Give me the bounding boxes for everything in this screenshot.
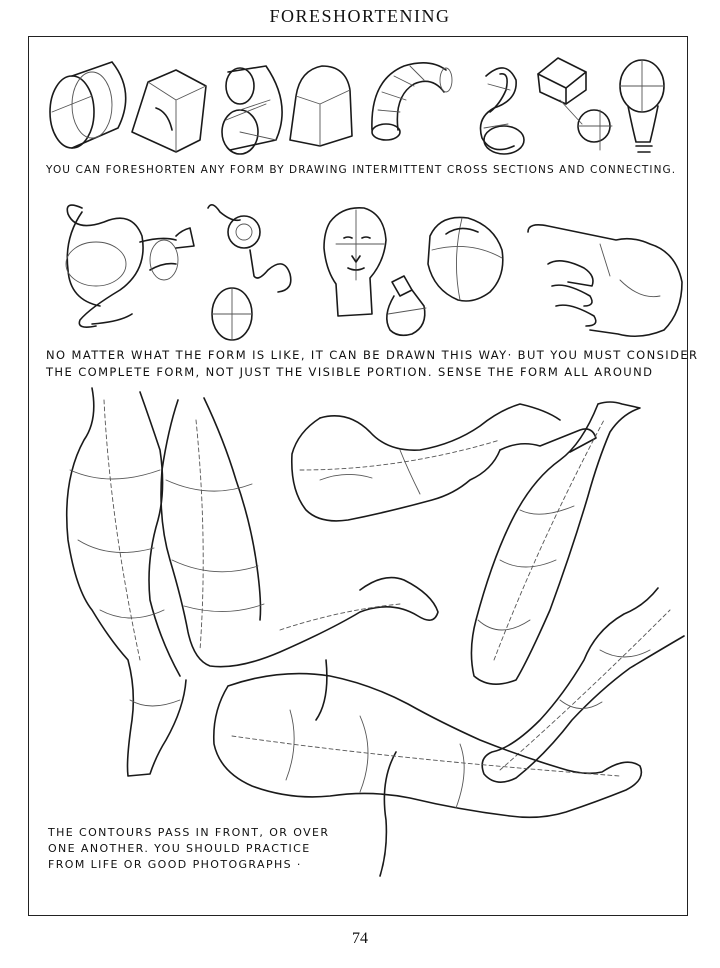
wedge-block-sketch xyxy=(290,66,352,146)
caption-bottom-line-2: ONE ANOTHER. YOU SHOULD PRACTICE xyxy=(48,842,311,855)
molding-block-sketch xyxy=(132,70,206,152)
head-sketch xyxy=(324,208,386,316)
page-title: FORESHORTENING xyxy=(269,6,451,26)
caption-top: YOU CAN FORESHORTEN ANY FORM BY DRAWING INTERMITTENT CROSS SECTIONS AND CONNECTING. xyxy=(46,164,677,176)
lantern-sketch xyxy=(538,58,612,150)
page-number: 74 xyxy=(352,930,368,947)
tilted-head-sketch xyxy=(428,217,503,301)
rattle-form-sketch xyxy=(208,205,291,340)
flask-sketch xyxy=(387,276,426,335)
hand-sketch xyxy=(528,225,682,336)
barrel-sketch xyxy=(222,66,282,154)
caption-middle-line-2: THE COMPLETE FORM, NOT JUST THE VISIBLE PORTION. SENSE THE FORM ALL AROUND xyxy=(46,365,654,379)
cylinder-sketch xyxy=(50,62,126,148)
forearm-sketch xyxy=(471,402,640,684)
caption-bottom-line-1: THE CONTOURS PASS IN FRONT, OR OVER xyxy=(48,826,330,839)
caption-bottom-line-3: FROM LIFE OR GOOD PHOTOGRAPHS · xyxy=(48,858,302,871)
lightbulb-sketch xyxy=(620,60,664,152)
twisted-tube-sketch xyxy=(481,68,525,154)
caption-middle-line-1: NO MATTER WHAT THE FORM IS LIKE, IT CAN BE DRAWN THIS WAY· BUT YOU MUST CONSIDER xyxy=(46,348,699,362)
curved-tube-sketch xyxy=(372,63,452,140)
coiled-tube-sketch xyxy=(66,205,194,327)
reaching-arm-sketch xyxy=(292,404,596,521)
standing-leg-sketch xyxy=(67,388,186,776)
